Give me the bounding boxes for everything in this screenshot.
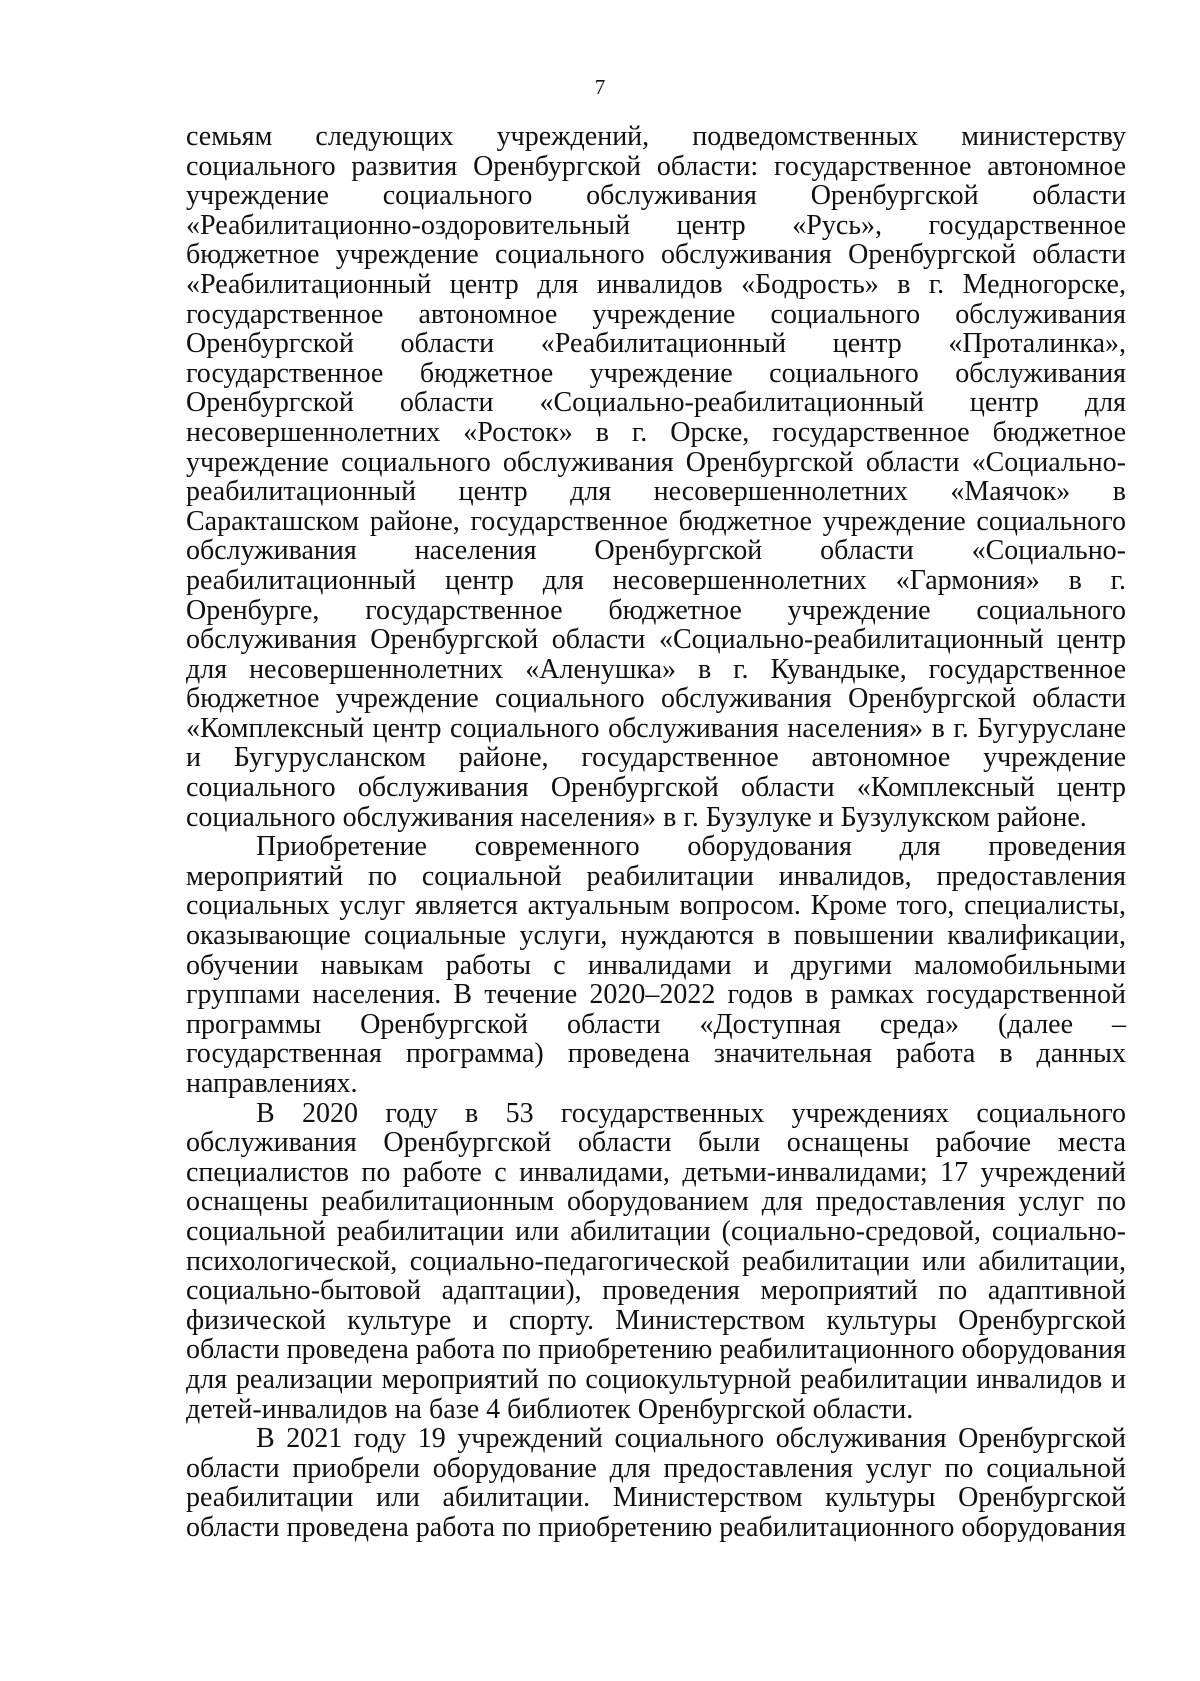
paragraph-equipment-acquisition: Приобретение современного оборудования для проведения мероприятий по социальной реабилитации инвалидов, предоставления социальных услуг является актуальным вопросом. Кроме того, специалисты, оказывающие социальные услуги, нуждаются в повышении квалификации, обучении навыкам работы с инвалидами и другими маломобильными группами населения. В течение 2020–2022 годов в рамках государственной программы Оренбургской области «Доступная среда» (далее – государственная программа) проведена значительная работа в данных направлениях. <box>186 831 1126 1099</box>
page-number: 7 <box>594 75 606 99</box>
paragraph-year-2021: В 2021 году 19 учреждений социального обслуживания Оренбургской области приобрели оборудование для предоставления услуг по социальной реабилитации или абилитации. Министерством культуры Оренбургской области проведена работа по приобретению реабилитационного оборудования <box>186 1423 1126 1543</box>
paragraph-year-2020: В 2020 году в 53 государственных учреждениях социального обслуживания Оренбургской области были оснащены рабочие места специалистов по работе с инвалидами, детьми-инвалидами; 17 учреждений оснащены реабилитационным оборудованием для предоставления услуг по социальной реабилитации или абилитации (социально-средовой, социально-психологической, социально-педагогической реабилитации или абилитации, социально-бытовой адаптации), проведения мероприятий по адаптивной физической культуре и спорту. Министерством культуры Оренбургской области проведена работа по приобретению реабилитационного оборудования для реализации мероприятий по социокультурной реабилитации инвалидов и детей-инвалидов на базе 4 библиотек Оренбургской области. <box>186 1097 1126 1425</box>
paragraph-institutions-list: семьям следующих учреждений, подведомственных министерству социального развития Оренбургской области: государственное автономное учреждение социального обслуживания Оренбургской области «Реабилитационно-оздоровительный центр «Русь», государственное бюджетное учреждение социального обслуживания Оренбургской области «Реабилитационный центр для инвалидов «Бодрость» в г. Медногорске, государственное автономное учреждение социального обслуживания Оренбургской области «Реабилитационный центр «Проталинка», государственное бюджетное учреждение социального обслуживания Оренбургской области «Социально-реабилитационный центр для несовершеннолетних «Росток» в г. Орске, государственное бюджетное учреждение социального обслуживания Оренбургской области «Социально-реабилитационный центр для несовершеннолетних «Маячок» в Саракташском районе, государственное бюджетное учреждение социального обслуживания населения Оренбургской области «Социально-реабилитационный центр для несовершеннолетних «Гармония» в г. Оренбурге, государственное бюджетное учреждение социального обслуживания Оренбургской области «Социально-реабилитационный центр для несовершеннолетних «Аленушка» в г. Кувандыке, государственное бюджетное учреждение социального обслуживания Оренбургской области «Комплексный центр социального обслуживания населения» в г. Бугуруслане и Бугурусланском районе, государственное автономное учреждение социального обслуживания Оренбургской области «Комплексный центр социального обслуживания населения» в г. Бузулуке и Бузулукском районе. <box>186 121 1126 833</box>
document-body <box>186 122 1126 1543</box>
